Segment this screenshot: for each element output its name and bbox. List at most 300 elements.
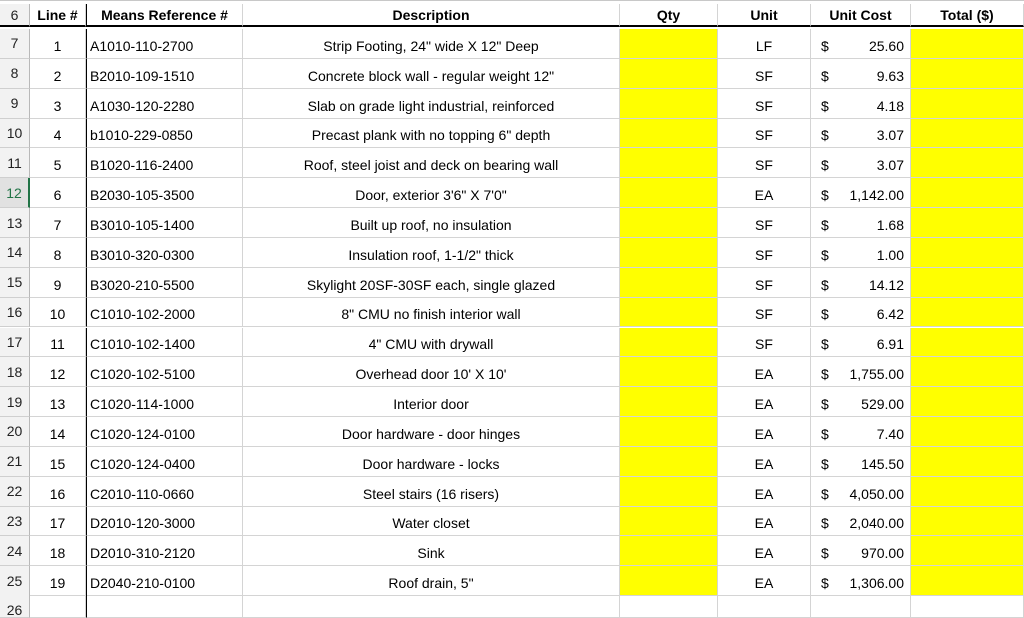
- cell-means-reference[interactable]: [86, 208, 243, 238]
- table-row: [0, 357, 1024, 387]
- cell-means-reference[interactable]: [86, 119, 243, 149]
- cell-line[interactable]: [30, 59, 86, 89]
- cell-means-reference-value: C1010-102-1400: [90, 336, 196, 353]
- cell-description-value: 8" CMU no finish interior wall: [341, 306, 521, 323]
- row-header-6[interactable]: [0, 4, 30, 27]
- cell-description-value: Overhead door 10' X 10': [355, 366, 507, 383]
- column-header-total[interactable]: [911, 4, 1024, 27]
- cell-means-reference-value: B3010-320-0300: [90, 246, 195, 263]
- cell-unit[interactable]: [718, 477, 811, 507]
- grid-top-border: [0, 0, 1024, 1]
- table-row: [0, 59, 1024, 89]
- table-row: [0, 268, 1024, 298]
- cell-unit-cost-value: 1,755.00: [849, 366, 904, 383]
- cell-unit-cost-value: 1,142.00: [849, 187, 904, 204]
- cell-description[interactable]: [243, 387, 620, 417]
- cell-line[interactable]: [30, 328, 86, 358]
- row-header[interactable]: [0, 447, 30, 477]
- cell-line-value: 12: [49, 366, 66, 383]
- cell-unit-cost[interactable]: [811, 178, 911, 208]
- cell-means-reference[interactable]: [86, 89, 243, 119]
- cell-unit[interactable]: [718, 566, 811, 596]
- table-row: [0, 178, 1024, 208]
- cell-unit-cost-value: 1.00: [876, 246, 904, 263]
- cell-unit-cost[interactable]: [811, 89, 911, 119]
- table-row: [0, 536, 1024, 566]
- row-number-label: 12: [6, 184, 22, 201]
- cell-total-input[interactable]: [911, 566, 1024, 596]
- cell-qty-input[interactable]: [620, 298, 718, 328]
- cell-line[interactable]: [30, 447, 86, 477]
- cell-description-value: Door hardware - door hinges: [341, 425, 521, 442]
- cell-means-reference[interactable]: [86, 594, 243, 618]
- cell-means-reference[interactable]: [86, 178, 243, 208]
- cell-line-value: 5: [53, 157, 62, 174]
- cell-description-value: Built up roof, no insulation: [350, 216, 512, 233]
- cell-description-value: Roof, steel joist and deck on bearing wall: [303, 157, 559, 174]
- row-header[interactable]: [0, 477, 30, 507]
- cell-line[interactable]: [30, 357, 86, 387]
- cell-unit[interactable]: [718, 417, 811, 447]
- cell-unit-cost[interactable]: [811, 208, 911, 238]
- cell-unit-cost[interactable]: [811, 594, 911, 618]
- cell-means-reference-value: C1020-114-1000: [90, 396, 195, 413]
- cell-qty-input[interactable]: [620, 148, 718, 178]
- cell-line-value: 8: [53, 246, 62, 263]
- cell-qty-input[interactable]: [620, 238, 718, 268]
- currency-symbol: $: [821, 37, 829, 54]
- cell-unit[interactable]: [718, 328, 811, 358]
- cell-means-reference-value: A1030-120-2280: [90, 97, 195, 114]
- cell-total-input[interactable]: [911, 178, 1024, 208]
- cell-line[interactable]: [30, 208, 86, 238]
- cell-description[interactable]: [243, 417, 620, 447]
- cell-unit[interactable]: [718, 268, 811, 298]
- row-number-label: 15: [6, 274, 23, 291]
- row-number-label: 13: [6, 214, 23, 231]
- cell-means-reference[interactable]: [86, 268, 243, 298]
- cell-means-reference[interactable]: [86, 447, 243, 477]
- cell-description[interactable]: [243, 29, 620, 59]
- cell-means-reference-value: B3020-210-5500: [90, 276, 195, 293]
- currency-symbol: $: [821, 485, 829, 502]
- cell-unit-cost[interactable]: [811, 507, 911, 537]
- column-header-unit-cost[interactable]: [811, 4, 911, 27]
- row-header[interactable]: [0, 59, 30, 89]
- cell-means-reference-value: C1010-102-2000: [90, 306, 196, 323]
- table-row: [0, 148, 1024, 178]
- cell-unit-value: SF: [755, 127, 773, 144]
- cell-unit-value: LF: [755, 37, 773, 54]
- cell-line[interactable]: [30, 298, 86, 328]
- cell-description[interactable]: [243, 357, 620, 387]
- cell-unit-cost-value: 14.12: [868, 276, 904, 293]
- cell-line[interactable]: [30, 29, 86, 59]
- column-title-means-reference: Means Reference #: [101, 6, 228, 23]
- cell-line-value: 2: [53, 67, 62, 84]
- row-header[interactable]: [0, 119, 30, 149]
- currency-symbol: $: [821, 336, 829, 353]
- cell-unit[interactable]: [718, 536, 811, 566]
- cell-unit[interactable]: [718, 447, 811, 477]
- cell-line-value: 17: [49, 515, 66, 532]
- cell-means-reference-value: C1020-124-0400: [90, 455, 196, 472]
- cell-means-reference[interactable]: [86, 507, 243, 537]
- cell-total-input[interactable]: [911, 59, 1024, 89]
- cell-description-value: Strip Footing, 24" wide X 12" Deep: [323, 37, 539, 54]
- row-number-label: 6: [10, 6, 19, 23]
- row-header[interactable]: [0, 357, 30, 387]
- cell-total-input[interactable]: [911, 298, 1024, 328]
- cell-total[interactable]: [911, 594, 1024, 618]
- cell-unit[interactable]: [718, 238, 811, 268]
- cell-unit-cost[interactable]: [811, 119, 911, 149]
- cell-means-reference[interactable]: [86, 417, 243, 447]
- cell-description[interactable]: [243, 238, 620, 268]
- row-header[interactable]: [0, 536, 30, 566]
- cell-unit[interactable]: [718, 208, 811, 238]
- column-header-means-reference[interactable]: [86, 4, 243, 27]
- cell-total-input[interactable]: [911, 119, 1024, 149]
- cell-unit-cost-value: 970.00: [861, 545, 904, 562]
- cell-line-value: 10: [49, 306, 66, 323]
- row-header[interactable]: [0, 208, 30, 238]
- table-row: [0, 417, 1024, 447]
- cell-unit-cost[interactable]: [811, 238, 911, 268]
- cell-qty-input[interactable]: [620, 536, 718, 566]
- cell-qty-input[interactable]: [620, 119, 718, 149]
- row-header[interactable]: [0, 29, 30, 59]
- cell-qty-input[interactable]: [620, 566, 718, 596]
- cell-unit-value: SF: [755, 67, 773, 84]
- table-row: [0, 238, 1024, 268]
- cell-means-reference-value: D2040-210-0100: [90, 575, 196, 592]
- cell-means-reference[interactable]: [86, 238, 243, 268]
- table-row: [0, 447, 1024, 477]
- cell-qty-input[interactable]: [620, 507, 718, 537]
- cell-unit[interactable]: [718, 29, 811, 59]
- cell-unit-cost-value: 6.91: [876, 336, 904, 353]
- cell-means-reference-value: C1020-102-5100: [90, 366, 196, 383]
- cell-means-reference[interactable]: [86, 387, 243, 417]
- cell-description[interactable]: [243, 328, 620, 358]
- cell-line[interactable]: [30, 148, 86, 178]
- cell-line[interactable]: [30, 178, 86, 208]
- cell-description[interactable]: [243, 507, 620, 537]
- row-number-label: 18: [6, 363, 23, 380]
- cell-unit-cost[interactable]: [811, 29, 911, 59]
- cell-means-reference-value: B3010-105-1400: [90, 216, 195, 233]
- cell-description[interactable]: [243, 268, 620, 298]
- cell-description-value: Skylight 20SF-30SF each, single glazed: [306, 276, 556, 293]
- cell-line-value: 16: [49, 485, 66, 502]
- cell-description-value: 4" CMU with drywall: [368, 336, 494, 353]
- cell-unit[interactable]: [718, 357, 811, 387]
- row-header-partial[interactable]: [0, 594, 30, 618]
- cell-means-reference[interactable]: [86, 59, 243, 89]
- cell-line[interactable]: [30, 387, 86, 417]
- cell-means-reference[interactable]: [86, 566, 243, 596]
- cell-qty[interactable]: [620, 594, 718, 618]
- table-row: [0, 566, 1024, 596]
- cell-total-input[interactable]: [911, 447, 1024, 477]
- table-row: [0, 208, 1024, 238]
- row-header[interactable]: [0, 89, 30, 119]
- currency-symbol: $: [821, 396, 829, 413]
- cell-unit[interactable]: [718, 119, 811, 149]
- cell-unit-value: SF: [755, 246, 773, 263]
- cell-unit-cost[interactable]: [811, 298, 911, 328]
- cell-means-reference[interactable]: [86, 148, 243, 178]
- cell-unit-cost[interactable]: [811, 417, 911, 447]
- currency-symbol: $: [821, 67, 829, 84]
- cell-total-input[interactable]: [911, 328, 1024, 358]
- cell-description[interactable]: [243, 89, 620, 119]
- cell-unit-cost[interactable]: [811, 447, 911, 477]
- row-header[interactable]: [0, 178, 30, 208]
- cell-unit-cost-value: 1,306.00: [849, 575, 904, 592]
- cell-unit-value: SF: [755, 216, 773, 233]
- cell-unit-cost-value: 3.07: [876, 157, 904, 174]
- cell-unit-cost[interactable]: [811, 536, 911, 566]
- cell-unit-cost[interactable]: [811, 387, 911, 417]
- cell-total-input[interactable]: [911, 477, 1024, 507]
- row-header[interactable]: [0, 417, 30, 447]
- cell-unit[interactable]: [718, 298, 811, 328]
- cell-unit-value: SF: [755, 306, 773, 323]
- cell-unit-value: EA: [754, 366, 774, 383]
- cell-unit-value: EA: [754, 455, 774, 472]
- cell-description-value: Steel stairs (16 risers): [362, 485, 500, 502]
- currency-symbol: $: [821, 306, 829, 323]
- cell-total-input[interactable]: [911, 148, 1024, 178]
- cell-unit-cost[interactable]: [811, 357, 911, 387]
- cell-means-reference[interactable]: [86, 536, 243, 566]
- cell-total-input[interactable]: [911, 417, 1024, 447]
- cell-unit-value: SF: [755, 336, 773, 353]
- cell-description[interactable]: [243, 148, 620, 178]
- cell-description-value: Slab on grade light industrial, reinforced: [307, 97, 555, 114]
- cell-description[interactable]: [243, 59, 620, 89]
- row-number-label: 20: [6, 423, 23, 440]
- cell-unit-cost[interactable]: [811, 328, 911, 358]
- row-number-label: 24: [6, 542, 23, 559]
- cell-total-input[interactable]: [911, 238, 1024, 268]
- cell-total-input[interactable]: [911, 29, 1024, 59]
- cell-description-value: Door, exterior 3'6" X 7'0": [355, 187, 507, 204]
- cell-description[interactable]: [243, 447, 620, 477]
- cell-total-input[interactable]: [911, 536, 1024, 566]
- cell-means-reference-value: A1010-110-2700: [90, 37, 194, 54]
- cell-unit-value: EA: [754, 187, 774, 204]
- table-row: [0, 29, 1024, 59]
- cell-means-reference-value: B2010-109-1510: [90, 67, 195, 84]
- cell-means-reference[interactable]: [86, 29, 243, 59]
- cell-description-value: Insulation roof, 1-1/2" thick: [348, 246, 514, 263]
- column-title-unit: Unit: [750, 6, 778, 23]
- row-number-label: 26: [6, 602, 23, 618]
- cell-description[interactable]: [243, 178, 620, 208]
- cell-line[interactable]: [30, 566, 86, 596]
- cell-total-input[interactable]: [911, 268, 1024, 298]
- cell-line[interactable]: [30, 119, 86, 149]
- cell-unit[interactable]: [718, 148, 811, 178]
- cell-unit-cost[interactable]: [811, 268, 911, 298]
- cell-unit-cost[interactable]: [811, 566, 911, 596]
- cell-total-input[interactable]: [911, 357, 1024, 387]
- cell-line[interactable]: [30, 238, 86, 268]
- cell-line[interactable]: [30, 477, 86, 507]
- cell-description[interactable]: [243, 594, 620, 618]
- cell-description[interactable]: [243, 477, 620, 507]
- cell-line[interactable]: [30, 507, 86, 537]
- cell-unit-value: SF: [755, 276, 773, 293]
- column-title-description: Description: [392, 6, 470, 23]
- cell-line-value: 6: [53, 187, 62, 204]
- cell-line-value: 15: [49, 455, 66, 472]
- cell-unit-cost-value: 9.63: [876, 67, 904, 84]
- cell-line-value: 18: [49, 545, 66, 562]
- cell-means-reference[interactable]: [86, 328, 243, 358]
- currency-symbol: $: [821, 276, 829, 293]
- table-row: [0, 328, 1024, 358]
- cell-unit[interactable]: [718, 178, 811, 208]
- header-row: [0, 4, 1024, 27]
- column-header-qty[interactable]: [620, 4, 718, 27]
- cell-unit-cost[interactable]: [811, 59, 911, 89]
- cell-means-reference-value: D2010-310-2120: [90, 545, 196, 562]
- cell-means-reference-value: D2010-120-3000: [90, 515, 196, 532]
- cell-line-value: 4: [53, 127, 62, 144]
- cell-qty-input[interactable]: [620, 208, 718, 238]
- cell-qty-input[interactable]: [620, 178, 718, 208]
- currency-symbol: $: [821, 455, 829, 472]
- cell-line[interactable]: [30, 89, 86, 119]
- cell-line[interactable]: [30, 594, 86, 618]
- cell-line-value: 13: [49, 396, 66, 413]
- cell-unit[interactable]: [718, 89, 811, 119]
- cell-total-input[interactable]: [911, 208, 1024, 238]
- row-header[interactable]: [0, 298, 30, 328]
- cell-description[interactable]: [243, 566, 620, 596]
- table-row: [0, 119, 1024, 149]
- cell-line[interactable]: [30, 268, 86, 298]
- table-row: [0, 89, 1024, 119]
- currency-symbol: $: [821, 157, 829, 174]
- cell-unit[interactable]: [718, 507, 811, 537]
- row-header[interactable]: [0, 387, 30, 417]
- column-title-qty: Qty: [656, 6, 681, 23]
- table-row: [0, 477, 1024, 507]
- cell-unit-cost[interactable]: [811, 148, 911, 178]
- cell-qty-input[interactable]: [620, 387, 718, 417]
- cell-qty-input[interactable]: [620, 447, 718, 477]
- cell-qty-input[interactable]: [620, 89, 718, 119]
- cell-qty-input[interactable]: [620, 29, 718, 59]
- cell-qty-input[interactable]: [620, 477, 718, 507]
- row-number-label: 7: [10, 35, 19, 52]
- cell-total-input[interactable]: [911, 89, 1024, 119]
- table-row: [0, 298, 1024, 328]
- cell-description[interactable]: [243, 536, 620, 566]
- column-title-line: Line #: [37, 6, 78, 23]
- row-header[interactable]: [0, 148, 30, 178]
- column-header-description[interactable]: [243, 4, 620, 27]
- cell-unit-value: EA: [754, 485, 774, 502]
- cell-unit[interactable]: [718, 387, 811, 417]
- currency-symbol: $: [821, 366, 829, 383]
- row-header[interactable]: [0, 238, 30, 268]
- cell-unit-cost-value: 7.40: [876, 425, 904, 442]
- cell-unit-cost-value: 25.60: [868, 37, 904, 54]
- currency-symbol: $: [821, 515, 829, 532]
- cell-line[interactable]: [30, 536, 86, 566]
- row-number-label: 22: [6, 483, 23, 500]
- cell-means-reference[interactable]: [86, 357, 243, 387]
- row-number-label: 9: [10, 95, 19, 112]
- currency-symbol: $: [821, 97, 829, 114]
- cell-total-input[interactable]: [911, 387, 1024, 417]
- cell-unit[interactable]: [718, 59, 811, 89]
- row-number-label: 23: [6, 513, 23, 530]
- row-header[interactable]: [0, 328, 30, 358]
- cell-qty-input[interactable]: [620, 357, 718, 387]
- cell-unit[interactable]: [718, 594, 811, 618]
- row-number-label: 10: [6, 124, 23, 141]
- cell-unit-cost-value: 4.18: [876, 97, 904, 114]
- cell-means-reference[interactable]: [86, 477, 243, 507]
- row-header[interactable]: [0, 507, 30, 537]
- cell-description-value: Door hardware - locks: [362, 455, 500, 472]
- cell-line-value: 14: [49, 425, 66, 442]
- column-title-total: Total ($): [940, 6, 994, 23]
- cell-total-input[interactable]: [911, 507, 1024, 537]
- cell-means-reference[interactable]: [86, 298, 243, 328]
- cell-description[interactable]: [243, 119, 620, 149]
- cell-unit-cost-value: 529.00: [861, 396, 904, 413]
- cell-means-reference-value: C1020-124-0100: [90, 425, 196, 442]
- cell-unit-cost-value: 145.50: [861, 455, 904, 472]
- column-header-unit[interactable]: [718, 4, 811, 27]
- cell-description-value: Interior door: [393, 396, 469, 413]
- cell-line-value: 11: [50, 336, 65, 353]
- cell-unit-cost-value: 3.07: [876, 127, 904, 144]
- cell-description-value: Precast plank with no topping 6" depth: [311, 127, 551, 144]
- cell-unit-cost[interactable]: [811, 477, 911, 507]
- cell-line[interactable]: [30, 417, 86, 447]
- cell-description[interactable]: [243, 208, 620, 238]
- cell-line-value: 7: [53, 216, 62, 233]
- cell-unit-value: EA: [754, 575, 774, 592]
- currency-symbol: $: [821, 575, 829, 592]
- cell-qty-input[interactable]: [620, 417, 718, 447]
- cell-line-value: 19: [49, 575, 66, 592]
- cell-description-value: Water closet: [392, 515, 470, 532]
- cell-qty-input[interactable]: [620, 268, 718, 298]
- cell-unit-value: EA: [754, 515, 774, 532]
- cell-qty-input[interactable]: [620, 59, 718, 89]
- row-header[interactable]: [0, 566, 30, 596]
- cell-unit-value: SF: [755, 97, 773, 114]
- cell-qty-input[interactable]: [620, 328, 718, 358]
- cell-description-value: Roof drain, 5": [388, 575, 474, 592]
- cell-line-value: 1: [53, 37, 62, 54]
- row-number-label: 11: [7, 154, 22, 171]
- partial-row: [0, 594, 1024, 618]
- row-header[interactable]: [0, 268, 30, 298]
- column-header-line[interactable]: [30, 4, 86, 27]
- cell-description[interactable]: [243, 298, 620, 328]
